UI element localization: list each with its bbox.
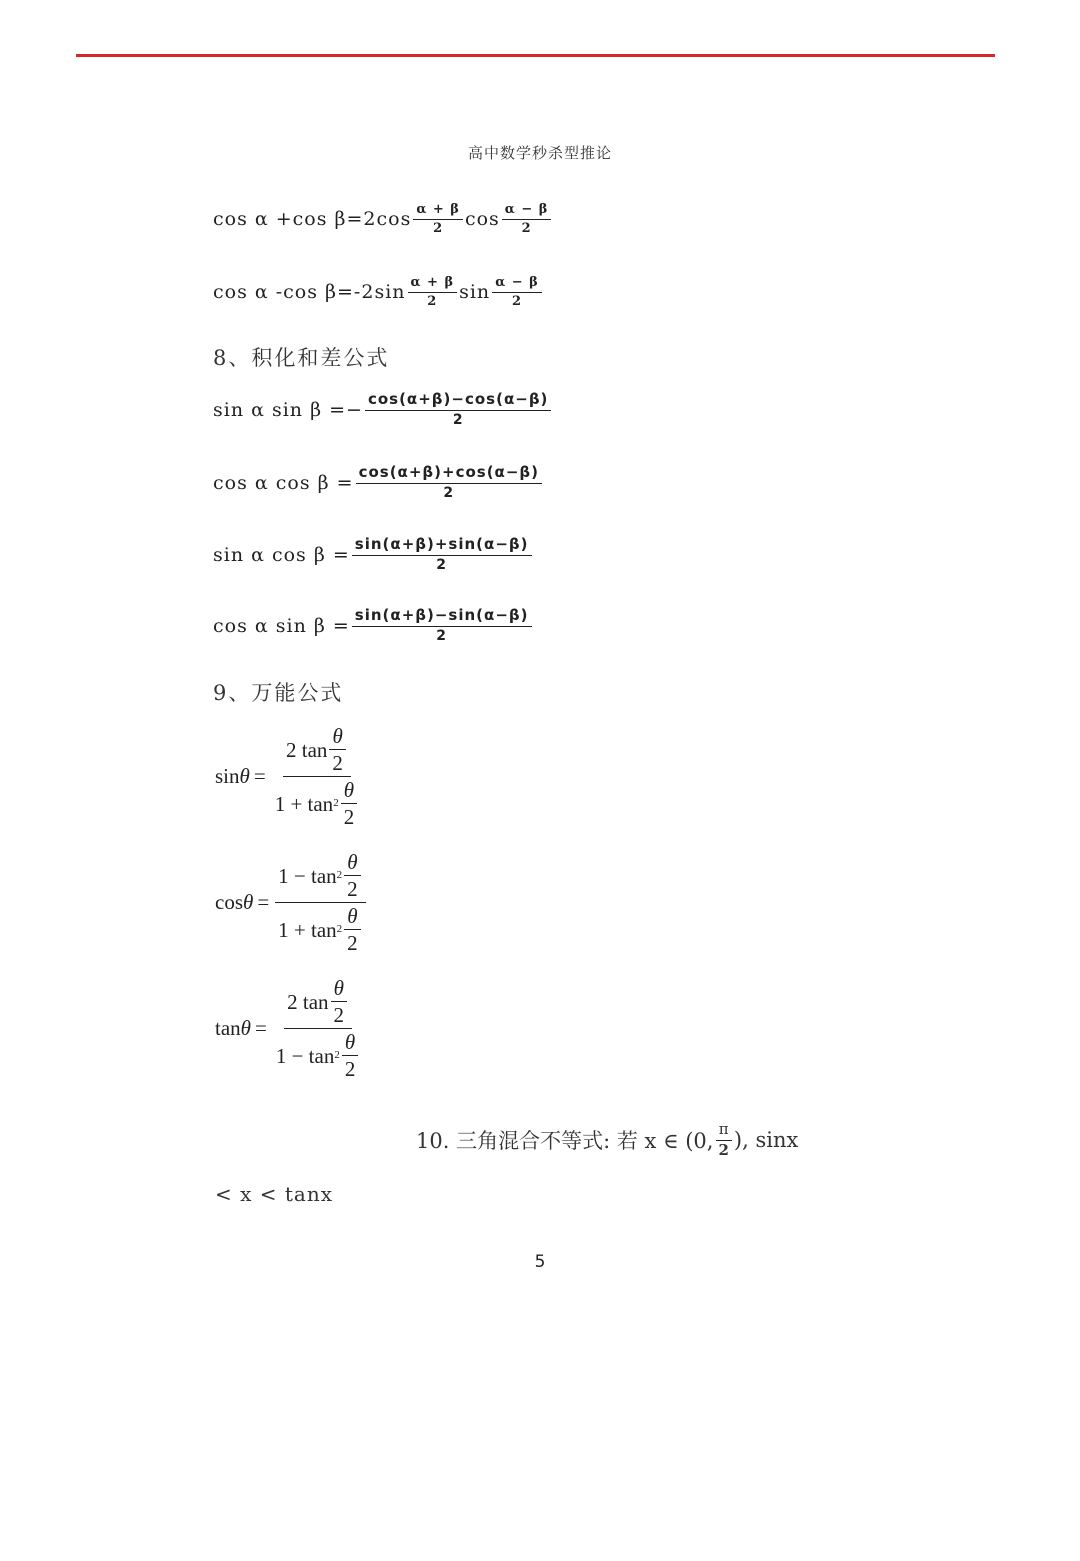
fraction-denominator: 2 <box>433 220 444 236</box>
inner-fraction <box>344 905 361 954</box>
formula-lhs: cos α +cos β=2cos <box>213 208 412 231</box>
section-10-inequality <box>416 1122 798 1159</box>
numerator-text: 1 − tan <box>278 863 337 888</box>
fraction <box>356 465 542 500</box>
inequality-text-post: ), sinx <box>733 1128 799 1153</box>
numerator-text: 2 tan <box>287 989 329 1014</box>
fraction-numerator: α + β <box>408 276 458 293</box>
inner-fraction <box>344 851 361 900</box>
fraction-numerator: cos(α+β)+cos(α−β) <box>356 465 542 484</box>
inner-fraction <box>329 725 346 774</box>
inner-denominator: 2 <box>332 751 343 776</box>
fraction-denominator: 2 <box>452 411 464 428</box>
fraction-denominator: 2 <box>511 293 522 309</box>
fraction-denominator: 2 <box>427 293 438 309</box>
inner-denominator: 2 <box>343 805 355 830</box>
section-9-heading: 9、万能公式 <box>213 681 344 705</box>
inner-numerator: θ <box>344 851 360 876</box>
inner-denominator: 2 <box>347 931 358 956</box>
inner-numerator: θ <box>341 779 357 804</box>
fraction-numerator <box>275 851 366 903</box>
formula-sin-sin <box>213 392 553 427</box>
inequality-text-pre: 10. 三角混合不等式: 若 x ∈ (0, <box>416 1129 714 1154</box>
fraction <box>352 608 532 643</box>
page-number: 5 <box>534 1252 546 1272</box>
pi-over-two-fraction <box>715 1122 731 1159</box>
fraction-numerator <box>283 725 351 777</box>
fraction-numerator: π <box>716 1122 732 1141</box>
fraction <box>408 276 458 308</box>
fraction <box>413 203 463 235</box>
formula-lhs: sin α cos β = <box>213 543 350 566</box>
fraction-denominator <box>272 777 363 828</box>
formula-lhs-fn: tan <box>215 1016 241 1041</box>
exponent: 2 <box>336 922 343 935</box>
formula-lhs-var: θ <box>243 890 254 915</box>
fraction-denominator <box>275 903 366 954</box>
fraction-denominator: 2 <box>718 1140 729 1159</box>
fraction-numerator: α − β <box>502 203 552 220</box>
fraction <box>273 977 364 1080</box>
formula-cos-diff <box>213 276 544 308</box>
inner-denominator: 2 <box>344 1057 356 1082</box>
formula-lhs-var: θ <box>240 1016 251 1041</box>
formula-lhs: sin α sin β =− <box>213 398 363 421</box>
inner-numerator: θ <box>342 1031 358 1056</box>
exponent: 2 <box>336 868 343 881</box>
formula-lhs-var: θ <box>239 764 250 789</box>
formula-lhs: cos α cos β = <box>213 471 354 494</box>
fraction-numerator: sin(α+β)+sin(α−β) <box>352 537 532 556</box>
equals-sign: = <box>254 1016 267 1041</box>
fraction <box>492 276 542 308</box>
exponent: 2 <box>333 796 339 809</box>
inner-denominator: 2 <box>333 1003 345 1028</box>
formula-mid: cos <box>464 208 500 231</box>
fraction-denominator: 2 <box>521 220 532 236</box>
inner-numerator: θ <box>329 725 345 750</box>
page-header-title: 高中数学秒杀型推论 <box>467 144 612 162</box>
fraction <box>352 537 532 572</box>
formula-universal-sin <box>215 725 364 828</box>
inner-fraction <box>331 977 348 1026</box>
formula-lhs-fn: cos <box>215 890 243 915</box>
formula-sin-cos <box>213 537 534 572</box>
formula-lhs: cos α sin β = <box>213 614 350 637</box>
section-8-heading: 8、积化和差公式 <box>213 346 390 370</box>
section-10-inequality-continued: < x < tanx <box>215 1182 333 1206</box>
fraction <box>365 392 551 427</box>
exponent: 2 <box>334 1048 340 1061</box>
inner-numerator: θ <box>344 905 360 930</box>
fraction-denominator: 2 <box>436 556 448 573</box>
fraction-numerator: α + β <box>413 203 463 220</box>
formula-mid: sin <box>459 281 491 304</box>
inner-fraction <box>341 779 358 828</box>
formula-lhs: cos α -cos β=-2sin <box>213 281 406 304</box>
inner-fraction <box>342 1031 359 1080</box>
fraction <box>272 725 363 828</box>
fraction-denominator <box>273 1029 364 1080</box>
fraction-numerator: α − β <box>492 276 542 293</box>
formula-universal-cos <box>215 851 368 954</box>
formula-cos-sum <box>213 203 553 235</box>
fraction-numerator: sin(α+β)−sin(α−β) <box>352 608 532 627</box>
denominator-text: 1 − tan <box>275 1043 335 1068</box>
fraction <box>502 203 552 235</box>
header-rule <box>76 54 995 57</box>
formula-lhs-fn: sin <box>215 764 240 789</box>
fraction-numerator <box>284 977 352 1029</box>
formula-cos-cos <box>213 465 544 500</box>
equals-sign: = <box>257 890 270 915</box>
equals-sign: = <box>253 764 266 789</box>
fraction-denominator: 2 <box>436 627 448 644</box>
numerator-text: 2 tan <box>285 737 328 762</box>
fraction-numerator: cos(α+β)−cos(α−β) <box>365 392 551 411</box>
inner-denominator: 2 <box>347 877 358 902</box>
fraction <box>275 851 366 954</box>
denominator-text: 1 + tan <box>274 791 334 816</box>
formula-cos-sin <box>213 608 534 643</box>
denominator-text: 1 + tan <box>278 917 337 942</box>
inner-numerator: θ <box>331 977 347 1002</box>
fraction-denominator: 2 <box>443 484 455 501</box>
formula-universal-tan <box>215 977 365 1080</box>
